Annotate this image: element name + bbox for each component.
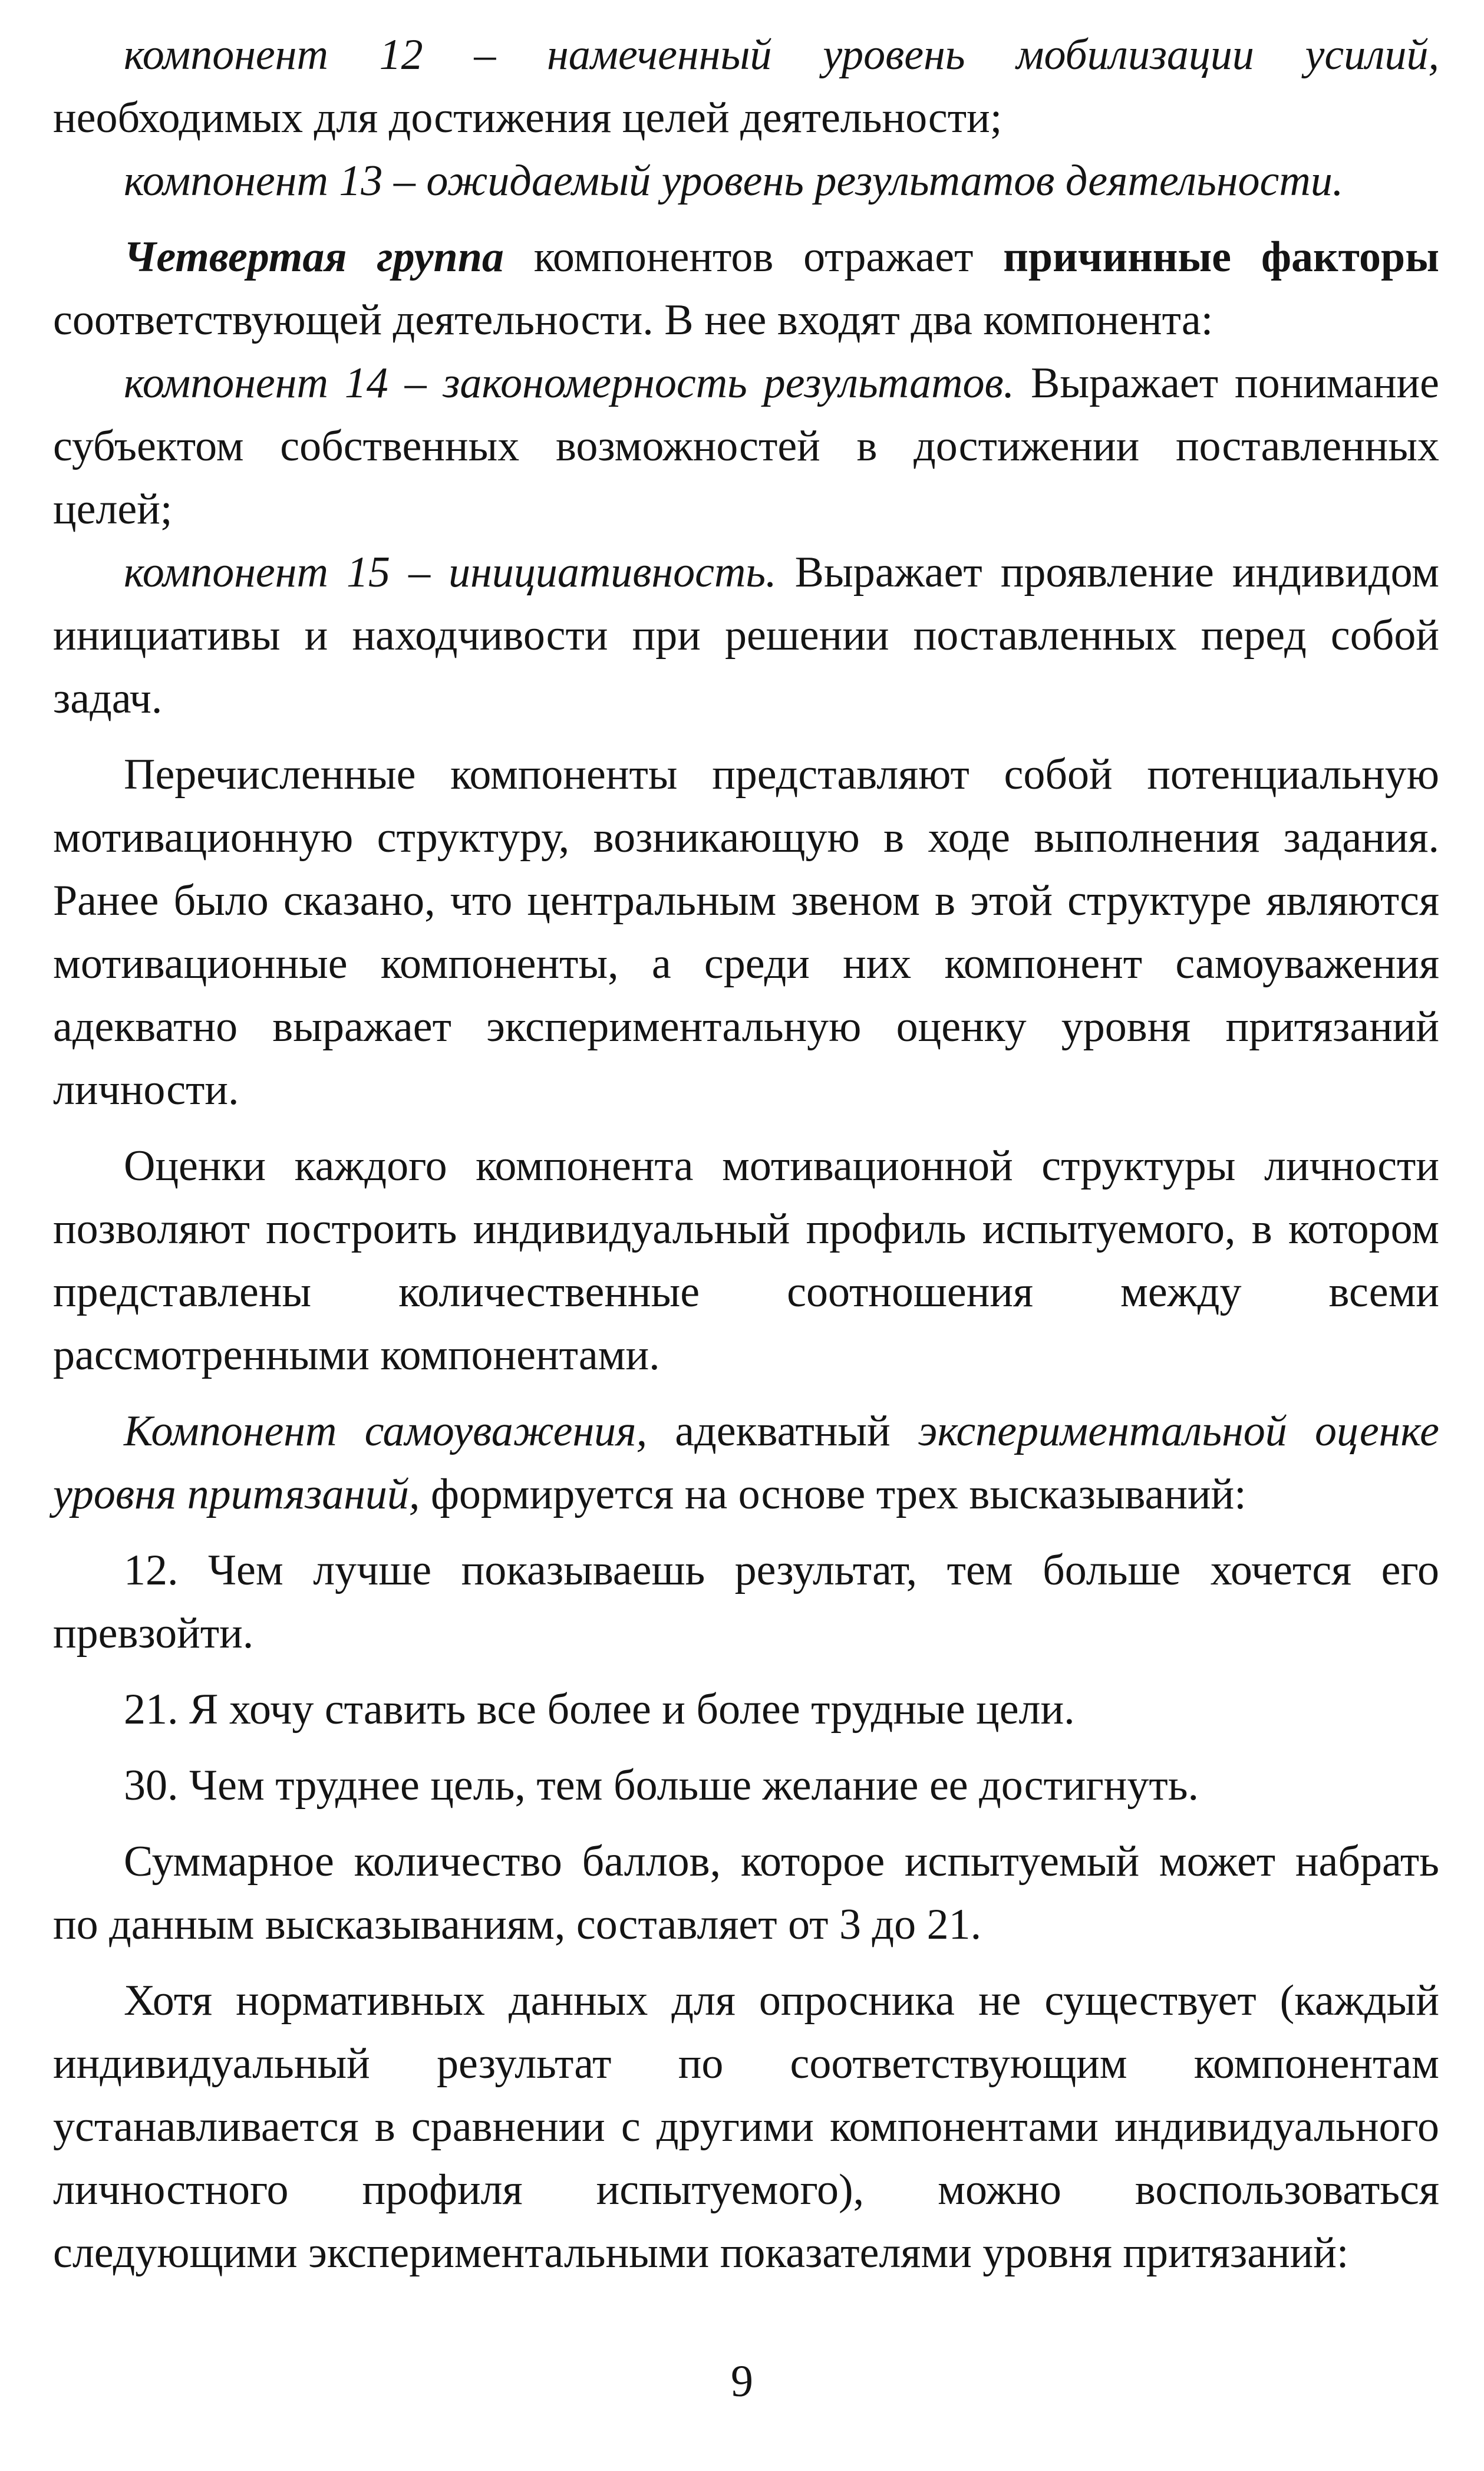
self-esteem-text-2: формируется на основе трех высказываний: xyxy=(420,1470,1246,1518)
page-number: 9 xyxy=(731,2357,753,2406)
group-4-text-1: компонентов отражает xyxy=(503,233,1004,281)
group-4-label: Четвертая группа xyxy=(124,233,504,281)
self-esteem-text-1: адекватный xyxy=(647,1407,918,1455)
group-4-bold: причинные факторы xyxy=(1003,233,1439,281)
component-12-text: необходимых для достижения целей деятельности; xyxy=(53,94,1002,142)
component-14-text: Выражает понимание субъектом собственных возможностей в достижении поставленных целей; xyxy=(53,359,1439,533)
page-body xyxy=(53,24,1439,2285)
paragraph-component-13 xyxy=(53,150,1439,213)
self-esteem-italic: экспериментальной оценке уровня притязаний, xyxy=(53,1407,1439,1518)
self-esteem-label: Компонент самоуважения, xyxy=(124,1407,648,1455)
component-15-text: Выражает проявление индивидом инициативы и находчивости при решении поставленных перед собой задач. xyxy=(53,548,1439,723)
paragraph-listed-components: Перечисленные компоненты представляют собой потенциальную мотивационную структуру, возникающую в ходе выполнения задания. Ранее было сказано, что центральным звеном в этой структуре являются мотивационные компоненты, а среди них компонент самоуважения адекватно выражает экспериментальную оценку уровня притязаний личности. xyxy=(53,750,1439,1114)
component-14-label: компонент 14 – закономерность результатов. xyxy=(124,359,1015,407)
paragraph-scores: Оценки каждого компонента мотивационной структуры личности позволяют построить индивидуальный профиль испытуемого, в котором представлены количественные соотношения между всеми рассмотренными компонентами. xyxy=(53,1142,1439,1379)
statement-30: 30. Чем труднее цель, тем больше желание ее достигнуть. xyxy=(124,1761,1199,1810)
paragraph-group-4 xyxy=(53,226,1439,352)
component-13-label: компонент 13 – ожидаемый уровень результатов деятельности. xyxy=(124,157,1344,205)
group-4-text-2: соответствующей деятельности. В нее входят два компонента: xyxy=(53,296,1213,344)
paragraph-component-15 xyxy=(53,541,1439,730)
paragraph-normative: Хотя нормативных данных для опросника не существует (каждый индивидуальный результат по соответствующим компонентам устанавливается в сравнении с другими компонентами индивидуального личностного профиля испытуемого), можно воспользоваться следующими экспериментальными показателями уровня притязаний: xyxy=(53,1976,1439,2277)
paragraph-component-14 xyxy=(53,352,1439,541)
paragraph-self-esteem xyxy=(53,1400,1439,1526)
paragraph-sum: Суммарное количество баллов, которое испытуемый может набрать по данным высказываниям, составляет от 3 до 21. xyxy=(53,1837,1439,1949)
statement-12: 12. Чем лучше показываешь результат, тем больше хочется его превзойти. xyxy=(53,1546,1439,1658)
paragraph-component-12 xyxy=(53,24,1439,150)
component-15-label: компонент 15 – инициативность. xyxy=(124,548,777,597)
component-12-label: компонент 12 – намеченный уровень мобилизации усилий, xyxy=(124,31,1439,79)
statement-21: 21. Я хочу ставить все более и более трудные цели. xyxy=(124,1685,1075,1734)
